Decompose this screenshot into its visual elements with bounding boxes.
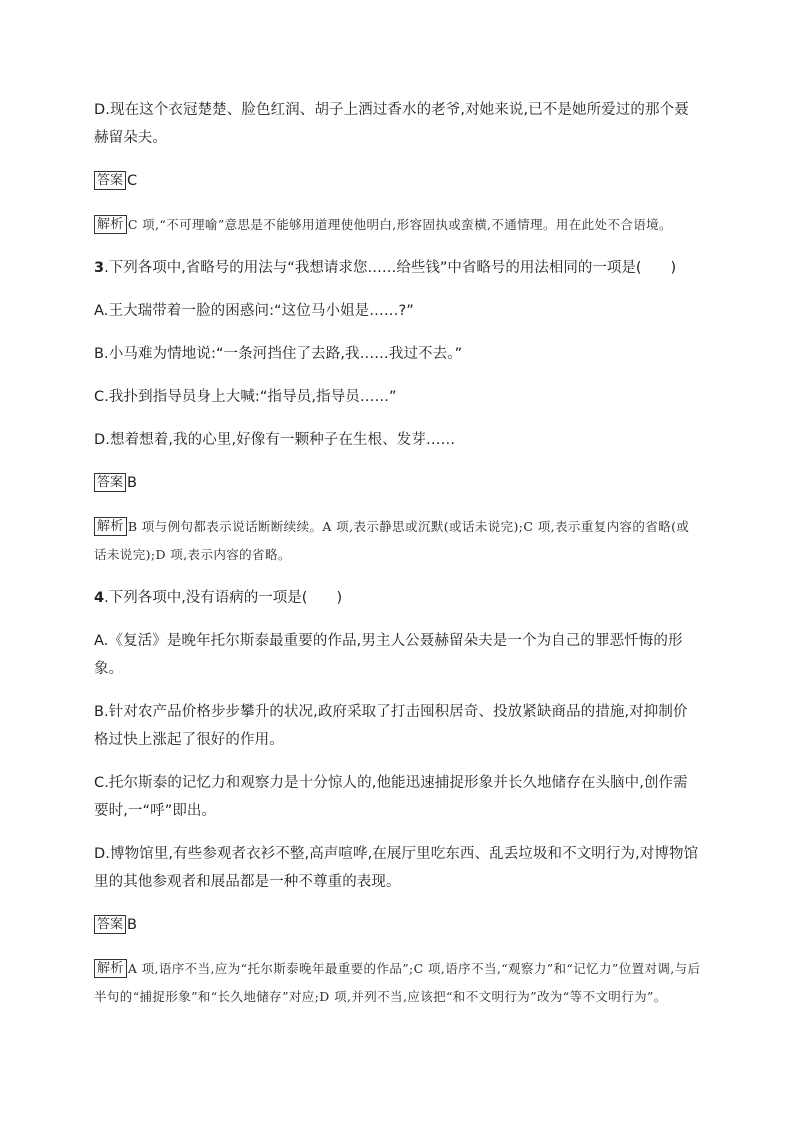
q3-option-d: D.想着想着,我的心里,好像有一颗种子在生根、发芽……: [94, 432, 456, 448]
answer-tag: 答案: [94, 171, 126, 190]
answer-value: B: [127, 917, 137, 933]
q3-option-c: C.我扑到指导员身上大喊:“指导员,指导员……”: [94, 389, 397, 405]
q3-stem: [94, 254, 702, 282]
q4-explanation: [94, 955, 702, 1011]
q2-answer: [94, 167, 702, 195]
q4-stem: [94, 584, 702, 612]
answer-value: B: [127, 475, 137, 491]
q4-option-a: A.《复活》是晚年托尔斯泰最重要的作品,男主人公聂赫留朵夫是一个为自己的罪恶忏悔的形象。: [94, 633, 683, 677]
q3-explanation: [94, 513, 702, 569]
explanation-text: A 项,语序不当,应为“托尔斯泰晚年最重要的作品”;C 项,语序不当,“观察力”和“记忆力”位置对调,与后半句的“捕捉形象”和“长久地储存”对应;D 项,并列不当,应该把“和不文明行为”改为“等不文明行为”。: [94, 961, 701, 1004]
q3-option-a: A.王大瑞带着一脸的困惑问:“这位马小姐是……?”: [94, 303, 414, 319]
q3-option-b: B.小马难为情地说:“一条河挡住了去路,我……我过不去。”: [94, 346, 463, 362]
q3-answer: [94, 469, 702, 497]
explanation-text: B 项与例句都表示说话断断续续。A 项,表示静思或沉默(或话未说完);C 项,表示重复内容的省略(或话未说完);D 项,表示内容的省略。: [94, 519, 690, 562]
question-stem-text: .下列各项中,没有语病的一项是( ): [104, 590, 343, 606]
explanation-text: C 项,“不可理喻”意思是不能够用道理使他明白,形容固执或蛮横,不通情理。用在此处不合语境。: [127, 217, 672, 232]
explanation-tag: 解析: [94, 959, 127, 978]
explanation-tag: 解析: [94, 517, 127, 536]
answer-tag: 答案: [94, 915, 126, 934]
q2-option-d: D.现在这个衣冠楚楚、脸色红润、胡子上洒过香水的老爷,对她来说,已不是她所爱过的那个聂赫留朵夫。: [94, 102, 689, 146]
question-number: 3: [94, 260, 105, 276]
explanation-tag: 解析: [94, 215, 127, 234]
document-page: [94, 96, 702, 1026]
answer-tag: 答案: [94, 473, 126, 492]
answer-value: C: [127, 173, 138, 189]
q4-option-d: D.博物馆里,有些参观者衣衫不整,高声喧哗,在展厅里吃东西、乱丢垃圾和不文明行为,对博物馆里的其他参观者和展品都是一种不尊重的表现。: [94, 846, 699, 890]
question-number: 4: [94, 590, 105, 606]
q2-explanation: [94, 211, 702, 239]
q4-answer: [94, 911, 702, 939]
q4-option-b: B.针对农产品价格步步攀升的状况,政府采取了打击囤积居奇、投放紧缺商品的措施,对抑制价格过快上涨起了很好的作用。: [94, 704, 688, 748]
question-stem-text: .下列各项中,省略号的用法与“我想请求您……给些钱”中省略号的用法相同的一项是( ): [104, 260, 677, 276]
q4-option-c: C.托尔斯泰的记忆力和观察力是十分惊人的,他能迅速捕捉形象并长久地储存在头脑中,创作需要时,一“呼”即出。: [94, 775, 688, 819]
